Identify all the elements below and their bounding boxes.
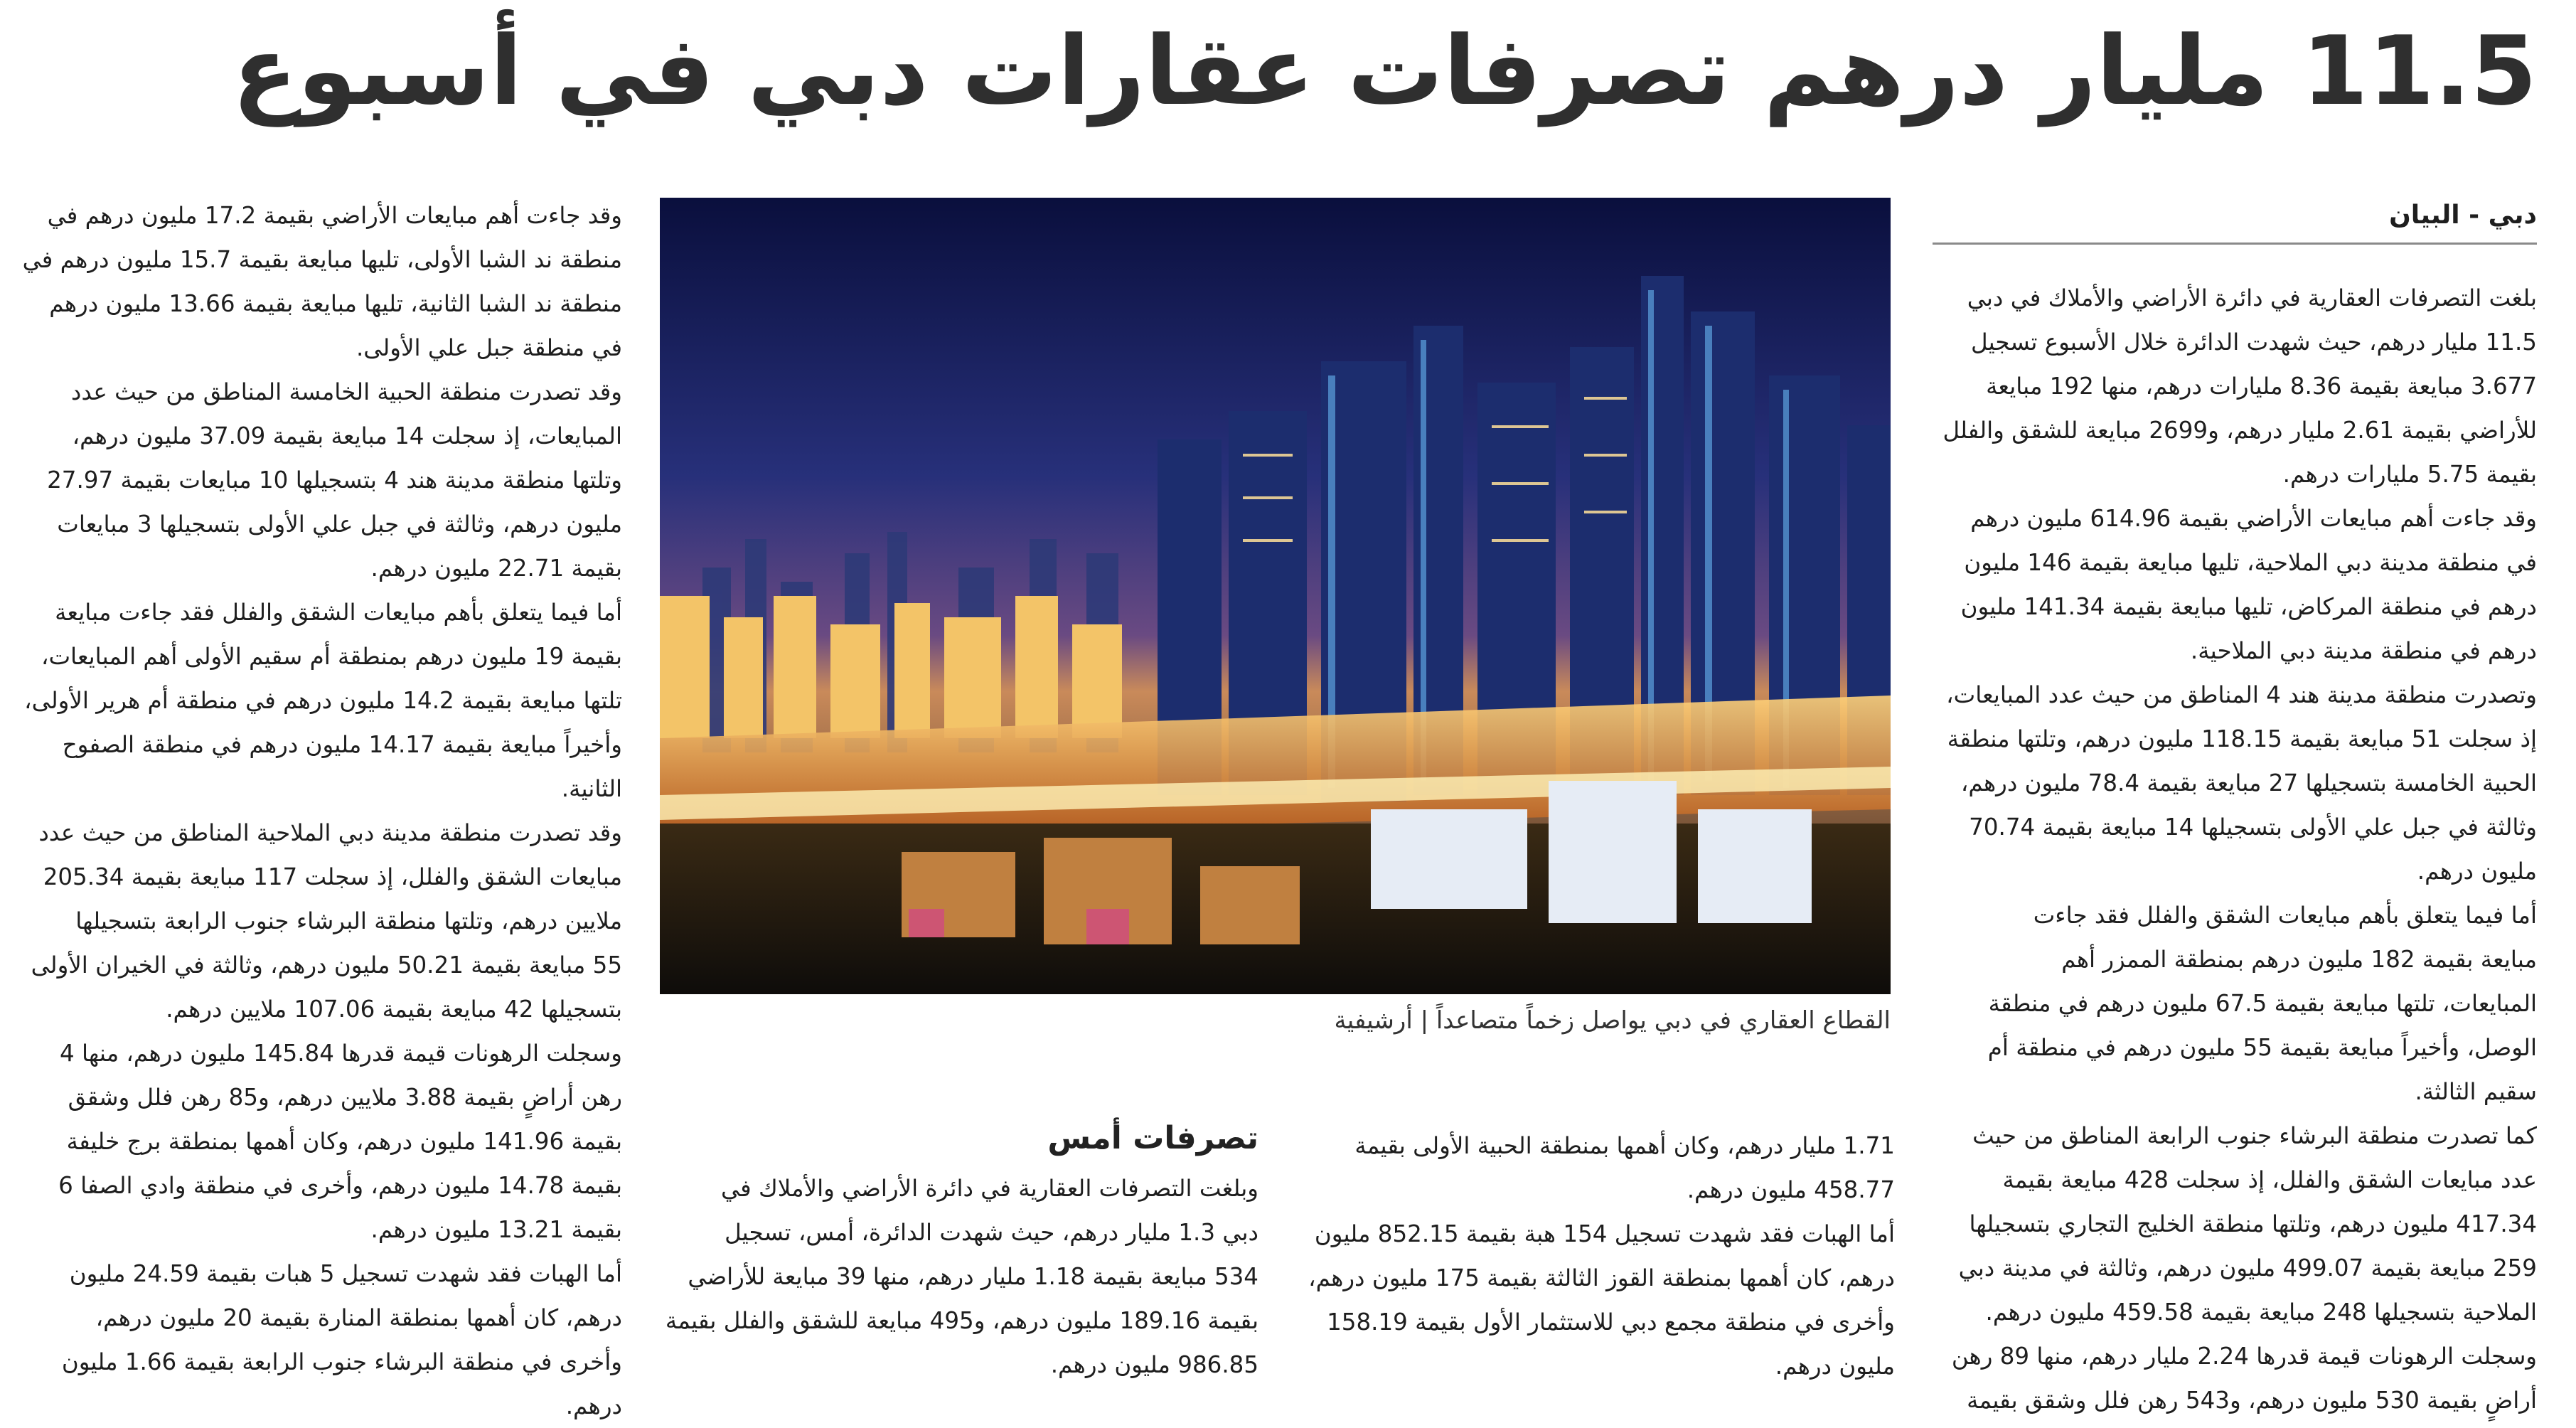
text-line: الحبية الخامسة بتسجيلها 27 مبايعة بقيمة 78.4 مليون درهم، xyxy=(1960,769,2537,796)
text-line: في منطقة مدينة دبي الملاحية، تليها مبايعة بقيمة 146 مليون xyxy=(1964,549,2537,576)
text-line: وسجلت الرهونات قيمة قدرها 2.24 مليار درهم، منها 89 رهن xyxy=(1951,1343,2537,1370)
text-line: وبلغت التصرفات العقارية في دائرة الأراضي والأملاك في xyxy=(721,1175,1258,1202)
text-line: أما فيما يتعلق بأهم مبايعات الشقق والفلل فقد جاءت xyxy=(2033,902,2537,929)
article-headline: 11.5 مليار درهم تصرفات عقارات دبي في أسبوع xyxy=(232,16,2537,127)
text-line: أراضٍ بقيمة 530 مليون درهم، و543 رهن فلل وشقق بقيمة xyxy=(1967,1387,2537,1414)
text-line: مبايعات الشقق والفلل، إذ سجلت 117 مبايعة بقيمة 205.34 xyxy=(43,863,622,890)
text-line: أما الهبات فقد شهدت تسجيل 5 هبات بقيمة 24.59 مليون xyxy=(69,1260,622,1287)
text-line: أما فيما يتعلق بأهم مبايعات الشقق والفلل فقد جاءت مبايعة xyxy=(55,599,622,626)
text-line: بقيمة 22.71 مليون درهم. xyxy=(370,555,622,582)
text-line: وقد جاءت أهم مبايعات الأراضي بقيمة 614.96 مليون درهم xyxy=(1970,505,2537,532)
text-line: درهم في منطقة المركاض، تليها مبايعة بقيمة 141.34 مليون xyxy=(1960,593,2537,620)
text-line: 986.85 مليون درهم. xyxy=(1050,1351,1258,1378)
article-column-2 xyxy=(1294,1124,1895,1388)
text-line: وقد جاءت أهم مبايعات الأراضي بقيمة 17.2 مليون درهم في xyxy=(47,202,622,229)
text-line: مبايعة بقيمة 182 مليون درهم بمنطقة الممزر أهم xyxy=(2061,946,2537,973)
text-line: بقيمة 141.96 مليون درهم، وكان أهمها بمنطقة برج خليفة xyxy=(66,1128,622,1155)
text-line: كما تصدرت منطقة البرشاء جنوب الرابعة المناطق من حيث xyxy=(1972,1122,2537,1149)
text-line: وسجلت الرهونات قيمة قدرها 145.84 مليون درهم، منها 4 xyxy=(59,1040,622,1067)
text-line: بقيمة 14.78 مليون درهم، وأخرى في منطقة وادي الصفا 6 xyxy=(58,1172,622,1199)
text-line: المبايعات، تلتها مبايعة بقيمة 67.5 مليون درهم في منطقة xyxy=(1988,990,2537,1017)
article-column-3 xyxy=(658,1166,1258,1387)
text-line: أما الهبات فقد شهدت تسجيل 154 هبة بقيمة 852.15 مليون xyxy=(1314,1220,1895,1247)
section-subheading: تصرفات أمس xyxy=(1047,1120,1258,1156)
text-line: وأخرى في منطقة مجمع دبي للاستثمار الأول بقيمة 158.19 xyxy=(1327,1309,1895,1336)
text-line: دبي 1.3 مليار درهم، حيث شهدت الدائرة، أمس، تسجيل xyxy=(725,1219,1258,1246)
text-line: منطقة ند الشبا الثانية، تليها مبايعة بقيمة 13.66 مليون درهم xyxy=(49,290,622,317)
article-photo xyxy=(660,198,1891,994)
text-line: وأخرى في منطقة البرشاء جنوب الرابعة بقيمة 1.66 مليون xyxy=(61,1348,622,1375)
text-line: بتسجيلها 42 مبايعة بقيمة 107.06 ملايين درهم. xyxy=(166,996,622,1023)
text-line: الثانية. xyxy=(561,775,622,802)
text-line: سقيم الثالثة. xyxy=(2415,1078,2537,1105)
text-line: وتلتها منطقة مدينة هند 4 بتسجيلها 10 مبايعات بقيمة 27.97 xyxy=(47,467,622,494)
text-line: 1.71 مليار درهم، وكان أهمها بمنطقة الحبية الأولى بقيمة xyxy=(1354,1132,1895,1159)
dubai-skyline-night-photo xyxy=(660,198,1891,994)
text-line: 259 مبايعة بقيمة 499.07 مليون درهم، وثالثة في مدينة دبي xyxy=(1958,1254,2537,1282)
article-column-4 xyxy=(21,193,622,1428)
text-line: 55 مبايعة بقيمة 50.21 مليون درهم، وثالثة في الخيران الأولى xyxy=(31,952,622,979)
text-line: وأخيراً مبايعة بقيمة 14.17 مليون درهم في منطقة الصفوح xyxy=(62,731,622,758)
text-line: بقيمة 5.75 مليارات درهم. xyxy=(2282,461,2537,488)
text-line: بقيمة 189.16 مليون درهم، و495 مبايعة للشقق والفلل بقيمة xyxy=(665,1307,1258,1334)
text-line: درهم. xyxy=(565,1392,622,1419)
article-column-1 xyxy=(1933,276,2537,1422)
text-line: 11.5 مليار درهم، حيث شهدت الدائرة خلال الأسبوع تسجيل xyxy=(1970,329,2537,356)
text-line: تلتها مبايعة بقيمة 14.2 مليون درهم في منطقة أم هرير الأولى، xyxy=(24,687,622,714)
text-line: وتصدرت منطقة مدينة هند 4 المناطق من حيث عدد المبايعات، xyxy=(1946,681,2537,708)
text-line: وقد تصدرت منطقة مدينة دبي الملاحية المناطق من حيث عدد xyxy=(38,819,622,846)
text-line: مليون درهم. xyxy=(2417,858,2537,885)
text-line: رهن أراضٍ بقيمة 3.88 ملايين درهم، و85 رهن فلل وشقق xyxy=(68,1084,622,1111)
byline: دبي - البيان xyxy=(1933,196,2537,245)
text-line: 417.34 مليون درهم، وتلتها منطقة الخليج التجاري بتسجيلها xyxy=(1969,1210,2537,1237)
text-line: إذ سجلت 51 مبايعة بقيمة 118.15 مليون درهم، وتلتها منطقة xyxy=(1947,725,2537,752)
text-line: الوصل، وأخيراً مبايعة بقيمة 55 مليون درهم في منطقة أم xyxy=(1987,1034,2537,1061)
text-line: درهم، كان أهمها بمنطقة المنارة بقيمة 20 مليون درهم، xyxy=(95,1304,622,1331)
text-line: درهم في منطقة مدينة دبي الملاحية. xyxy=(2190,637,2537,664)
text-line: المبايعات، إذ سجلت 14 مبايعة بقيمة 37.09 مليون درهم، xyxy=(72,422,622,449)
text-line: منطقة ند الشبا الأولى، تليها مبايعة بقيمة 15.7 مليون درهم في xyxy=(22,246,622,273)
text-line: بلغت التصرفات العقارية في دائرة الأراضي والأملاك في دبي xyxy=(1967,284,2537,311)
text-line: مليون درهم، وثالثة في جبل علي الأولى بتسجيلها 3 مبايعات xyxy=(57,511,622,538)
text-line: وقد تصدرت منطقة الحبية الخامسة المناطق من حيث عدد xyxy=(70,378,622,405)
text-line: 534 مبايعة بقيمة 1.18 مليار درهم، منها 39 مبايعة للأراضي xyxy=(688,1263,1258,1290)
photo-caption: القطاع العقاري في دبي يواصل زخماً متصاعداً | أرشيفية xyxy=(1334,1006,1891,1035)
text-line: الملاحية بتسجيلها 248 مبايعة بقيمة 459.58 مليون درهم. xyxy=(1985,1299,2537,1326)
text-line: 3.677 مبايعة بقيمة 8.36 مليارات درهم، منها 192 مبايعة xyxy=(1986,373,2537,400)
text-line: للأراضي بقيمة 2.61 مليار درهم، و2699 مبايعة للشقق والفلل xyxy=(1942,417,2537,444)
text-line: عدد مبايعات الشقق والفلل، إذ سجلت 428 مبايعة بقيمة xyxy=(2002,1166,2537,1193)
text-line: في منطقة جبل علي الأولى. xyxy=(356,334,622,361)
text-line: وثالثة في جبل علي الأولى بتسجيلها 14 مبايعة بقيمة 70.74 xyxy=(1969,814,2537,841)
text-line: 458.77 مليون درهم. xyxy=(1687,1176,1895,1203)
text-line: بقيمة 19 مليون درهم بمنطقة أم سقيم الأولى أهم المبايعات، xyxy=(41,643,622,670)
text-line: بقيمة 13.21 مليون درهم. xyxy=(370,1216,622,1243)
text-line: درهم، كان أهمها بمنطقة القوز الثالثة بقيمة 175 مليون درهم، xyxy=(1308,1264,1895,1291)
text-line: مليون درهم. xyxy=(1775,1353,1895,1380)
text-line: ملايين درهم، وتلتها منطقة البرشاء جنوب الرابعة بتسجيلها xyxy=(75,907,622,934)
